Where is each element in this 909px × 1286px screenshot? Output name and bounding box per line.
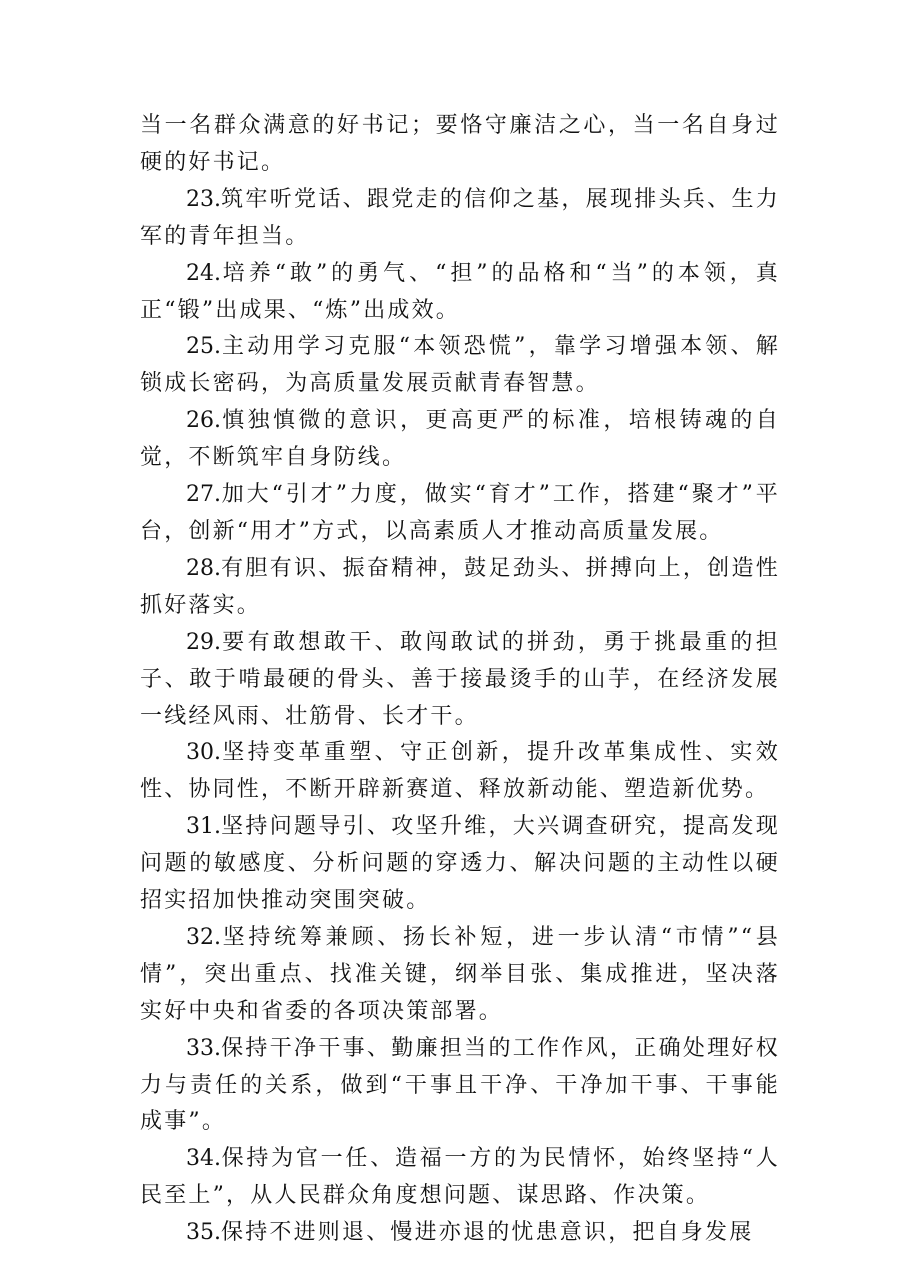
item-text: 筑牢听党话、跟党走的信仰之基，展现排头兵、生力军的青年担当。: [140, 186, 780, 249]
list-item: [140, 1141, 780, 1215]
item-text: 保持不进则退、慢进亦退的忧患意识，把自身发展: [221, 1220, 754, 1246]
item-number: 30.: [186, 740, 221, 766]
list-item: [140, 182, 780, 256]
item-number: 34.: [186, 1146, 221, 1172]
item-text: 加大“引才”力度，做实“育才”工作，搭建“聚才”平台，创新“用才”方式，以高素质人才推动高质量发展。: [140, 482, 780, 544]
item-text: 当一名群众满意的好书记；要恪守廉洁之心，当一名自身过硬的好书记。: [140, 113, 780, 175]
item-text: 保持为官一任、造福一方的为民情怀，始终坚持“人民至上”，从人民群众角度想问题、谋思路、作决策。: [140, 1146, 780, 1209]
list-item: [140, 551, 780, 625]
item-text: 慎独慎微的意识，更高更严的标准，培根铸魂的自觉，不断筑牢自身防线。: [140, 408, 780, 471]
list-item: [140, 477, 780, 551]
list-item: [140, 809, 780, 920]
item-text: 坚持统筹兼顾、扬长补短，进一步认清“市情”“县情”，突出重点、找准关键，纲举目张、集成推进，坚决落实好中央和省委的各项决策部署。: [140, 924, 780, 1024]
item-number: 32.: [186, 924, 221, 950]
item-text: 坚持问题导引、攻坚升维，大兴调查研究，提高发现问题的敏感度、分析问题的穿透力、解决问题的主动性以硬招实招加快推动突围突破。: [140, 814, 780, 914]
paragraph-continuation: [140, 108, 780, 182]
item-number: 27.: [186, 482, 221, 508]
item-text: 要有敢想敢干、敢闯敢试的拼劲，勇于挑最重的担子、敢于啃最硬的骨头、善于接最烫手的山芋，在经济发展一线经风雨、壮筋骨、长才干。: [140, 629, 780, 729]
document-body: [140, 108, 780, 1252]
item-number: 35.: [186, 1220, 221, 1246]
item-text: 有胆有识、振奋精神，鼓足劲头、拼搏向上，创造性抓好落实。: [140, 555, 780, 618]
list-item: [140, 1215, 780, 1252]
item-text: 培养“敢”的勇气、“担”的品格和“当”的本领，真正“锻”出成果、“炼”出成效。: [140, 260, 780, 323]
item-text: 保持干净干事、勤廉担当的工作作风，正确处理好权力与责任的关系，做到“干事且干净、干净加干事、干事能成事”。: [140, 1035, 780, 1135]
list-item: [140, 256, 780, 330]
item-text: 主动用学习克服“本领恐慌”，靠学习增强本领、解锁成长密码，为高质量发展贡献青春智慧。: [140, 334, 780, 397]
list-item: [140, 735, 780, 809]
list-item: [140, 625, 780, 736]
list-item: [140, 1031, 780, 1142]
list-item: [140, 329, 780, 403]
item-number: 31.: [186, 814, 221, 840]
item-number: 28.: [186, 555, 221, 581]
item-number: 26.: [186, 408, 221, 434]
item-text: 坚持变革重塑、守正创新，提升改革集成性、实效性、协同性，不断开辟新赛道、释放新动能、塑造新优势。: [140, 740, 780, 803]
item-number: 25.: [186, 334, 221, 360]
list-item: [140, 920, 780, 1031]
list-item: [140, 403, 780, 477]
item-number: 33.: [186, 1035, 221, 1061]
item-number: 23.: [186, 186, 221, 212]
item-number: 29.: [186, 629, 221, 655]
item-number: 24.: [186, 260, 221, 286]
